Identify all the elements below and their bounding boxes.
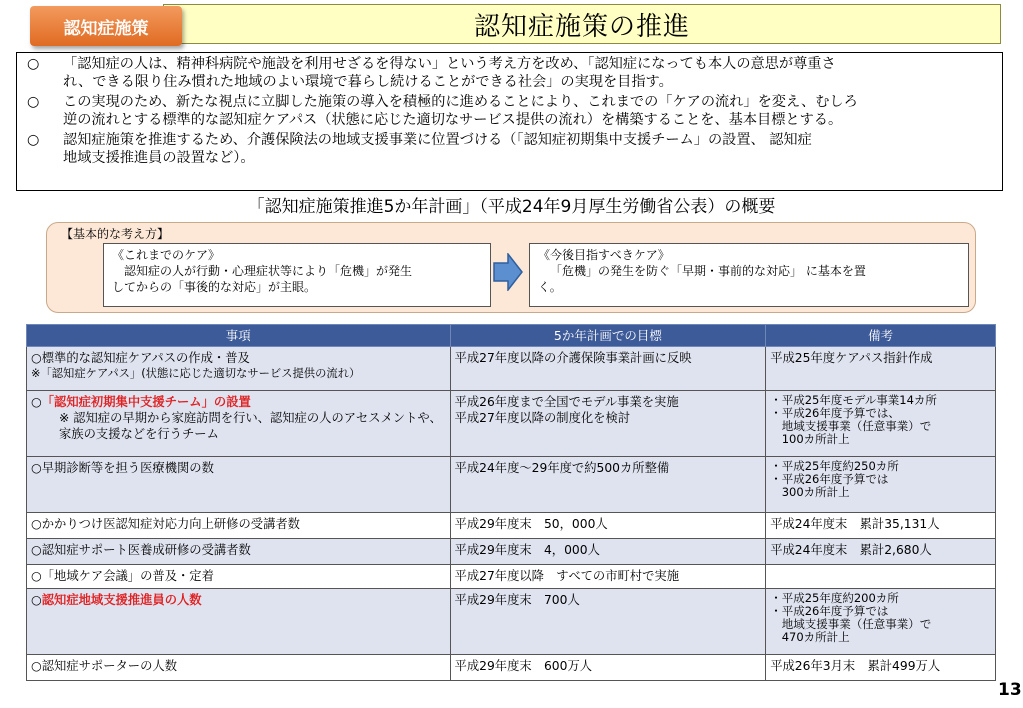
- row-item: ○「地域ケア会議」の普及・定着: [27, 565, 451, 589]
- row-note: [766, 457, 996, 513]
- row-goal: 平成27年度以降 すべての市町村で実施: [450, 565, 766, 589]
- row-item: [27, 589, 451, 655]
- row-goal: 平成27年度以降の介護保険事業計画に反映: [450, 347, 766, 391]
- table-row: [27, 391, 996, 457]
- row-goal: 平成29年度末 50，000人: [450, 513, 766, 539]
- goal-text: 平成26年度まで全国でモデル事業を実施: [454, 395, 679, 409]
- row-note: [766, 565, 996, 589]
- item-highlight: 認知症地域支援推進員の人数: [41, 593, 202, 607]
- bullet-mark: ○: [27, 94, 40, 111]
- row-item: ○認知症サポーターの人数: [27, 655, 451, 681]
- right-arrow-icon: [493, 253, 523, 291]
- table-row: [27, 589, 996, 655]
- concept-label: 【基本的な考え方】: [61, 227, 170, 241]
- row-note: 平成24年度末 累計35,131人: [766, 513, 996, 539]
- note-line: 100カ所計上: [770, 432, 850, 446]
- row-goal: 平成29年度末 600万人: [450, 655, 766, 681]
- row-goal: 平成29年度末 4，000人: [450, 539, 766, 565]
- intro-item: [27, 56, 994, 91]
- row-goal: 平成29年度末 700人: [450, 589, 766, 655]
- row-note: [766, 391, 996, 457]
- table-row: [27, 565, 996, 589]
- future-care-heading: 《今後目指すべきケア》: [538, 248, 670, 262]
- future-care-box: [529, 243, 969, 307]
- item-subtext: ※「認知症ケアパス」(状態に応じた適切なサービス提供の流れ）: [31, 367, 361, 380]
- item-subtext: ※ 認知症の早期から家庭訪問を行い、認知症の人のアセスメントや、家族の支援などを行うチーム: [59, 411, 442, 441]
- intro-text: 地域支援推進員の設置など）。: [63, 149, 255, 166]
- intro-text: 認知症施策を推進するため、介護保険法の地域支援事業に位置づける（「認知症初期集中支援チーム」の設置、 認知症: [63, 132, 812, 149]
- previous-care-text: 認知症の人が行動・心理症状等により「危機」が発生: [124, 264, 413, 278]
- intro-box: [16, 52, 1003, 191]
- row-item: ○早期診断等を担う医療機関の数: [27, 457, 451, 513]
- header-item: 事項: [27, 325, 451, 347]
- plan-subtitle: 「認知症施策推進5か年計画」（平成24年9月厚生労働省公表）の概要: [247, 197, 776, 217]
- bullet-mark: ○: [27, 56, 40, 72]
- page-number: 13: [998, 680, 1022, 700]
- row-item: ○かかりつけ医認知症対応力向上研修の受講者数: [27, 513, 451, 539]
- row-goal: [450, 391, 766, 457]
- goal-text: 平成27年度以降の制度化を検討: [454, 411, 631, 425]
- row-note: 平成25年度ケアパス指針作成: [766, 347, 996, 391]
- item-text: ○標準的な認知症ケアパスの作成・普及: [31, 351, 250, 365]
- table-row: [27, 655, 996, 681]
- table-row: [27, 539, 996, 565]
- page-title: 認知症施策の推進: [163, 4, 1001, 44]
- row-note: [766, 589, 996, 655]
- row-goal: 平成24年度～29年度で約500カ所整備: [450, 457, 766, 513]
- header-note: 備考: [766, 325, 996, 347]
- item-highlight: 「認知症初期集中支援チーム」の設置: [41, 395, 251, 409]
- intro-text: 「認知症の人は、精神科病院や施設を利用せざるを得ない」という考え方を改め、「認知症になっても本人の意思が尊重さ: [63, 56, 836, 72]
- intro-item: [27, 132, 994, 167]
- note-line: ・平成25年度約200カ所: [770, 591, 899, 605]
- note-line: ・平成26年度予算では: [770, 472, 889, 486]
- table-row: [27, 457, 996, 513]
- note-line: ・平成25年度約250カ所: [770, 459, 899, 473]
- previous-care-text: してからの「事後的な対応」が主眼。: [112, 280, 317, 294]
- note-line: ・平成26年度予算では、: [770, 406, 900, 420]
- row-item: [27, 347, 451, 391]
- row-item: [27, 391, 451, 457]
- intro-text: れ、できる限り住み慣れた地域のよい環境で暮らし続けることができる社会」の実現を目指す。: [63, 73, 673, 90]
- table-row: [27, 347, 996, 391]
- bullet-mark: ○: [27, 132, 40, 149]
- note-line: ・平成25年度モデル事業14カ所: [770, 393, 937, 407]
- future-care-text: く。: [538, 280, 562, 294]
- table-header-row: [27, 325, 996, 347]
- plan-table: [26, 324, 996, 681]
- intro-text: 逆の流れとする標準的な認知症ケアパス（状態に応じた適切なサービス提供の流れ）を構築することを、基本目標とする。: [63, 111, 843, 128]
- section-tag: 認知症施策: [30, 6, 182, 46]
- note-line: 470カ所計上: [770, 630, 850, 644]
- note-line: 地域支援事業（任意事業）で: [770, 617, 932, 631]
- note-line: ・平成26年度予算では: [770, 604, 889, 618]
- row-note: 平成26年3月末 累計499万人: [766, 655, 996, 681]
- previous-care-heading: 《これまでのケア》: [112, 248, 221, 262]
- note-line: 300カ所計上: [770, 485, 850, 499]
- basic-concept-panel: [46, 222, 976, 313]
- intro-text: この実現のため、新たな視点に立脚した施策の導入を積極的に進めることにより、これまでの「ケアの流れ」を変え、むしろ: [63, 94, 858, 111]
- intro-item: [27, 94, 994, 129]
- item-text: [31, 394, 446, 410]
- row-note: 平成24年度末 累計2,680人: [766, 539, 996, 565]
- note-line: 地域支援事業（任意事業）で: [770, 419, 932, 433]
- previous-care-box: [103, 243, 491, 307]
- item-prefix: ○: [31, 593, 42, 607]
- future-care-text: 「危機」の発生を防ぐ「早期・事前的な対応」 に基本を置: [550, 264, 866, 278]
- header-goal: 5か年計画での目標: [450, 325, 766, 347]
- item-prefix: ○: [31, 395, 42, 409]
- table-row: [27, 513, 996, 539]
- row-item: ○認知症サポート医養成研修の受講者数: [27, 539, 451, 565]
